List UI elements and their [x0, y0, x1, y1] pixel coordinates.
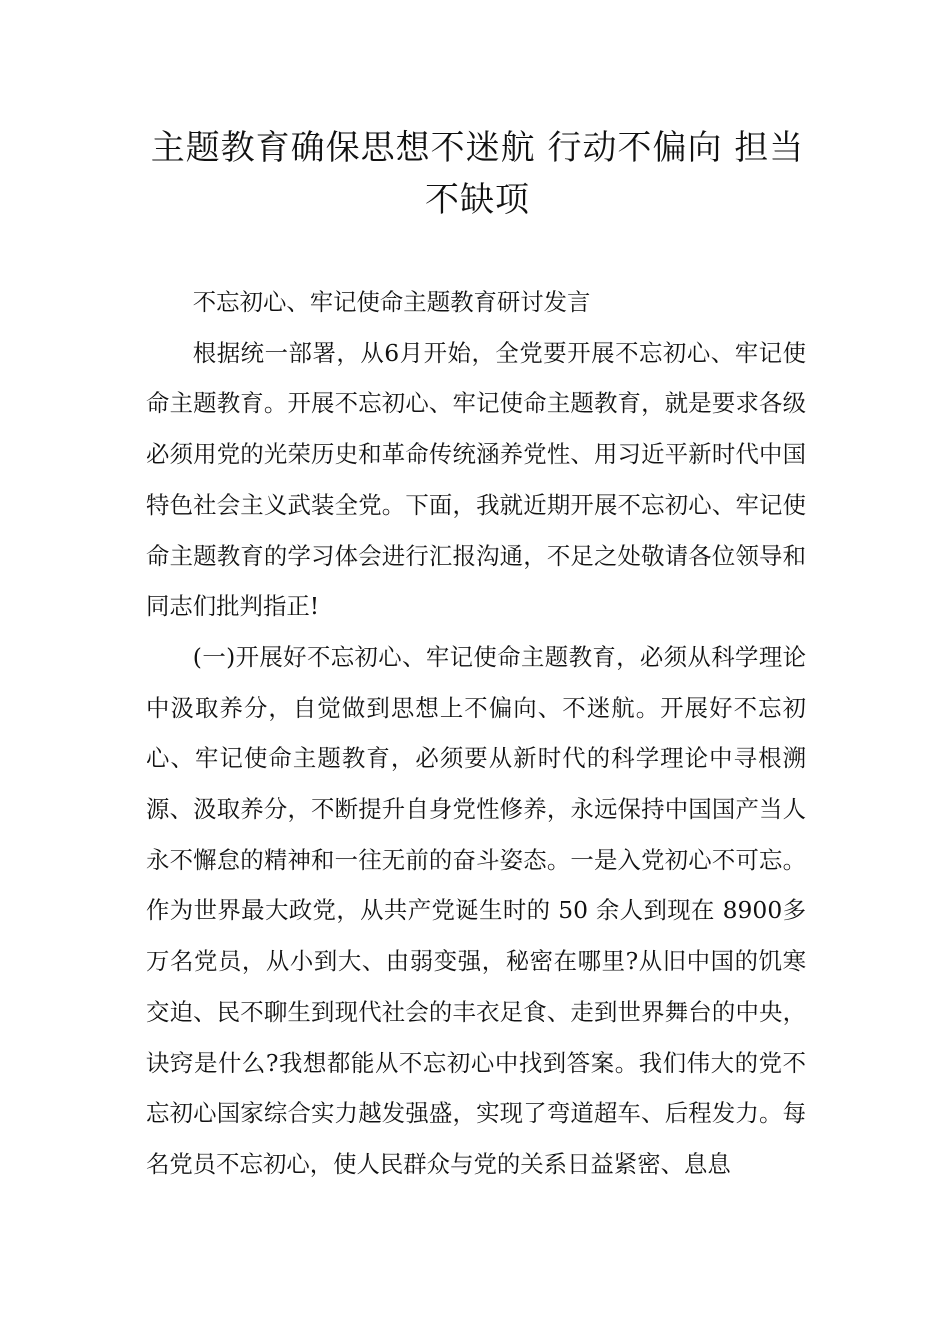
section-one-paragraph: (一)开展好不忘初心、牢记使命主题教育，必须从科学理论中汲取养分，自觉做到思想上不偏向、不迷航。开展好不忘初心、牢记使命主题教育，必须要从新时代的科学理论中寻根溯源、汲取养分，不断提升自身党性修养，永远保持中国国产当人永不懈怠的精神和一往无前的奋斗姿态。一是入党初心不可忘。作为世界最大政党，从共产党诞生时的 50 余人到现在 8900多万名党员，从小到大、由弱变强，秘密在哪里?从旧中国的饥寒交迫、民不聊生到现代社会的丰衣足食、走到世界舞台的中央，诀窍是什么?我想都能从不忘初心中找到答案。我们伟大的党不忘初心国家综合实力越发强盛，实现了弯道超车、后程发力。每名党员不忘初心，使人民群众与党的关系日益紧密、息息 — [146, 642, 806, 1178]
intro-paragraph: 根据统一部署，从6月开始，全党要开展不忘初心、牢记使命主题教育。开展不忘初心、牢记使命主题教育，就是要求各级必须用党的光荣历史和革命传统涵养党性、用习近平新时代中国特色社会主义武装全党。下面，我就近期开展不忘初心、牢记使命主题教育的学习体会进行汇报沟通，不足之处敬请各位领导和同志们批判指正! — [146, 338, 806, 621]
subtitle-paragraph: 不忘初心、牢记使命主题教育研讨发言 — [192, 288, 591, 316]
document-body — [146, 277, 806, 1190]
document-title: 主题教育确保思想不迷航 行动不偏向 担当不缺项 — [150, 128, 805, 220]
